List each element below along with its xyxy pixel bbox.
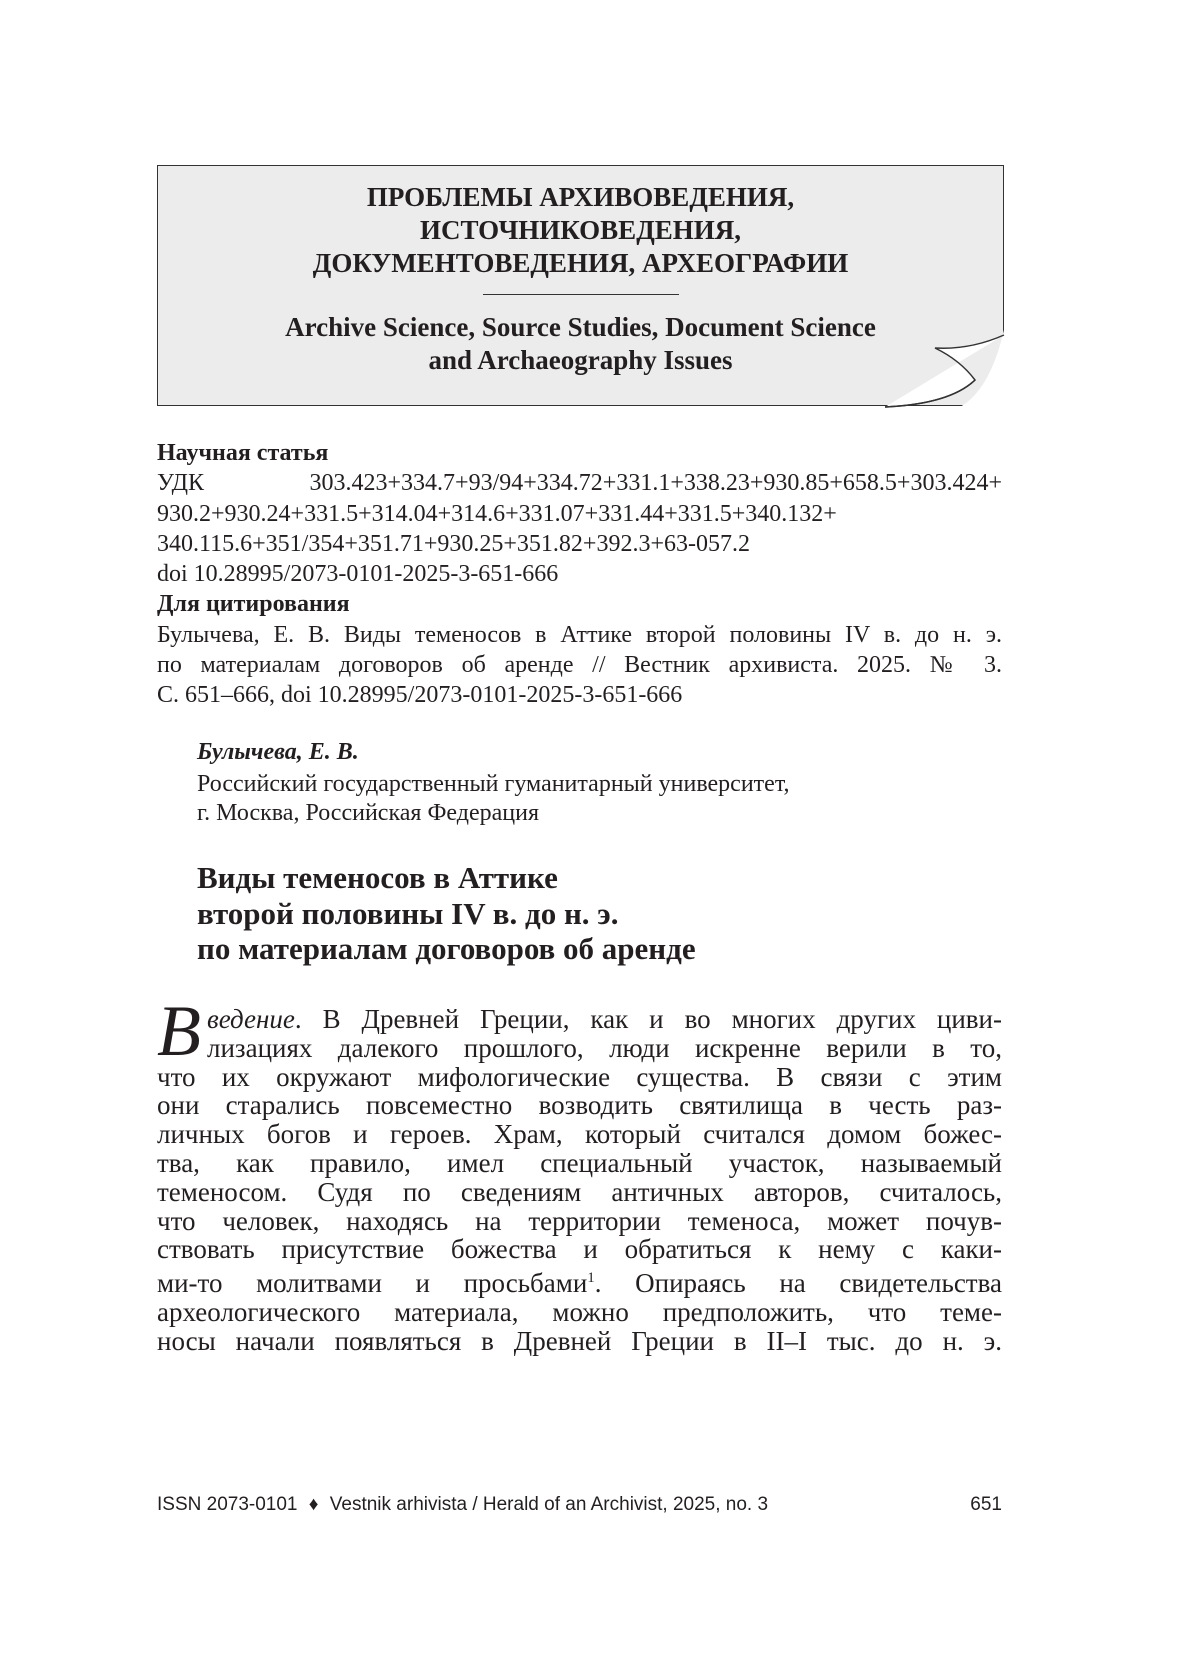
- body-line: тва, как правило, имел специальный участок, называемый: [157, 1147, 1002, 1178]
- article-type: Научная статья: [157, 440, 329, 466]
- section-title-ru: ПРОБЛЕМЫ АРХИВОВЕДЕНИЯ, ИСТОЧНИКОВЕДЕНИЯ, ДОКУМЕНТОВЕДЕНИЯ, АРХЕОГРАФИИ: [312, 182, 849, 278]
- body-line: ведение. В Древней Греции, как и во многих других циви-: [207, 1004, 1002, 1034]
- footnote-ref[interactable]: 1: [587, 1270, 595, 1287]
- body-line: теменосом. Судя по сведениям античных авторов, считалось,: [157, 1176, 1002, 1207]
- drop-cap: В: [157, 991, 201, 1071]
- body-line: ми-то молитвами и просьбами$^1$. Опираясь на свидетельства: [157, 1268, 1002, 1299]
- cite-label: Для цитирования: [157, 591, 350, 618]
- body-line: что человек, находясь на территории теменоса, может почув-: [157, 1205, 1002, 1236]
- udc-line: УДК 303.423+334.7+93/94+334.72+331.1+338.23+930.85+658.5+303.424+: [157, 470, 1002, 497]
- body-line: они старались повсеместно возводить святилища в честь раз-: [157, 1090, 1002, 1121]
- article-meta: [157, 438, 1002, 711]
- citation-line: по материалам договоров об аренде // Вестник архивиста. 2025. № 3.: [157, 652, 1002, 679]
- author-block: [197, 738, 790, 828]
- author-name: Булычева, Е. В.: [197, 739, 359, 765]
- body-line: личных богов и героев. Храм, который считался домом божес-: [157, 1119, 1002, 1150]
- diamond-icon: ♦: [308, 1494, 319, 1515]
- article-title: Виды теменосов в Аттике второй половины IV в. до н. э. по материалам договоров об аренде: [197, 860, 696, 966]
- body-line: лизациях далекого прошлого, люди искренне верили в то,: [207, 1032, 1002, 1063]
- body-line: археологического материала, можно предположить, что теме-: [157, 1296, 1002, 1327]
- page-number: 651: [970, 1494, 1002, 1515]
- citation-line: С. 651–666, doi 10.28995/2073-0101-2025-3-651-666: [157, 682, 683, 709]
- body-line: что их окружают мифологические существа. В связи с этим: [157, 1061, 1002, 1092]
- page-curl-decoration: [840, 330, 1010, 410]
- body-text: [157, 1005, 1002, 1356]
- divider: [483, 294, 679, 295]
- section-title-en: Archive Science, Source Studies, Document Science and Archaeography Issues: [285, 312, 876, 375]
- citation-line: Булычева, Е. В. Виды теменосов в Аттике второй половины IV в. до н. э.: [157, 621, 1002, 648]
- body-line: носы начали появляться в Древней Греции в II–I тыс. до н. э.: [157, 1325, 1002, 1356]
- page-footer: [157, 1494, 1002, 1516]
- udc-line: 340.115.6+351/354+351.71+930.25+351.82+392.3+63-057.2: [157, 530, 750, 557]
- affiliation: г. Москва, Российская Федерация: [197, 800, 539, 826]
- journal-name: Vestnik arhivista / Herald of an Archivist, 2025, no. 3: [329, 1494, 769, 1515]
- body-line: ствовать присутствие божества и обратиться к нему с каки-: [157, 1234, 1002, 1265]
- udc-line: 930.2+930.24+331.5+314.04+314.6+331.07+331.44+331.5+340.132+: [157, 500, 837, 527]
- doi[interactable]: doi 10.28995/2073-0101-2025-3-651-666: [157, 561, 559, 588]
- affiliation: Российский государственный гуманитарный университет,: [197, 771, 790, 797]
- issn: ISSN 2073-0101: [157, 1494, 298, 1515]
